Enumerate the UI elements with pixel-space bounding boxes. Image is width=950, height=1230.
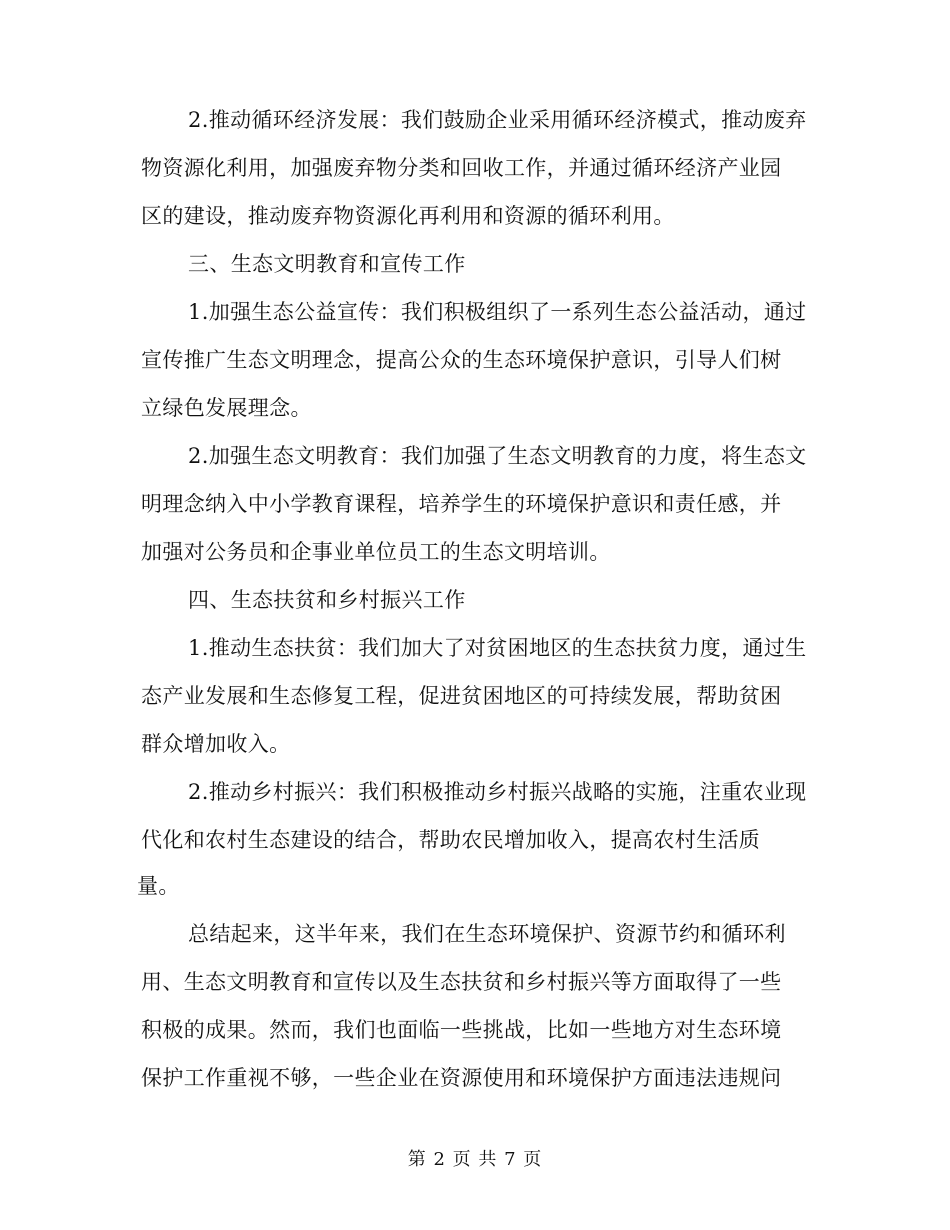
paragraph-line: 2.推动循环经济发展：我们鼓励企业采用循环经济模式，推动废弃: [188, 108, 807, 132]
paragraph-line: 群众增加收入。: [141, 732, 291, 756]
paragraph-line: 态产业发展和生态修复工程，促进贫困地区的可持续发展，帮助贫困: [141, 684, 782, 708]
paragraph-line: 用、生态文明教育和宣传以及生态扶贫和乡村振兴等方面取得了一些: [141, 970, 782, 994]
paragraph-line: 宣传推广生态文明理念，提高公众的生态环境保护意识，引导人们树: [141, 348, 782, 372]
paragraph-line: 保护工作重视不够，一些企业在资源使用和环境保护方面违法违规问: [141, 1066, 782, 1090]
paragraph-line: 区的建设，推动废弃物资源化再利用和资源的循环利用。: [141, 204, 675, 228]
paragraph-line: 量。: [137, 874, 180, 898]
paragraph-line: 加强对公务员和企事业单位员工的生态文明培训。: [141, 540, 611, 564]
paragraph-line: 总结起来，这半年来，我们在生态环境保护、资源节约和循环利: [188, 922, 786, 946]
paragraph-line: 代化和农村生态建设的结合，帮助农民增加收入，提高农村生活质: [141, 828, 761, 852]
paragraph-line: 明理念纳入中小学教育课程，培养学生的环境保护意识和责任感，并: [141, 492, 782, 516]
paragraph-line: 物资源化利用，加强废弃物分类和回收工作，并通过循环经济产业园: [141, 156, 782, 180]
section-heading: 三、生态文明教育和宣传工作: [188, 252, 466, 276]
paragraph-line: 积极的成果。然而，我们也面临一些挑战，比如一些地方对生态环境: [141, 1018, 782, 1042]
paragraph-line: 立绿色发展理念。: [141, 396, 312, 420]
paragraph-line: 2.推动乡村振兴：我们积极推动乡村振兴战略的实施，注重农业现: [188, 780, 807, 804]
page-footer: 第 2 页 共 7 页: [407, 1149, 543, 1170]
paragraph-line: 1.推动生态扶贫：我们加大了对贫困地区的生态扶贫力度，通过生: [188, 636, 807, 660]
section-heading: 四、生态扶贫和乡村振兴工作: [188, 588, 466, 612]
paragraph-line: 2.加强生态文明教育：我们加强了生态文明教育的力度，将生态文: [188, 444, 807, 468]
paragraph-line: 1.加强生态公益宣传：我们积极组织了一系列生态公益活动，通过: [188, 300, 807, 324]
